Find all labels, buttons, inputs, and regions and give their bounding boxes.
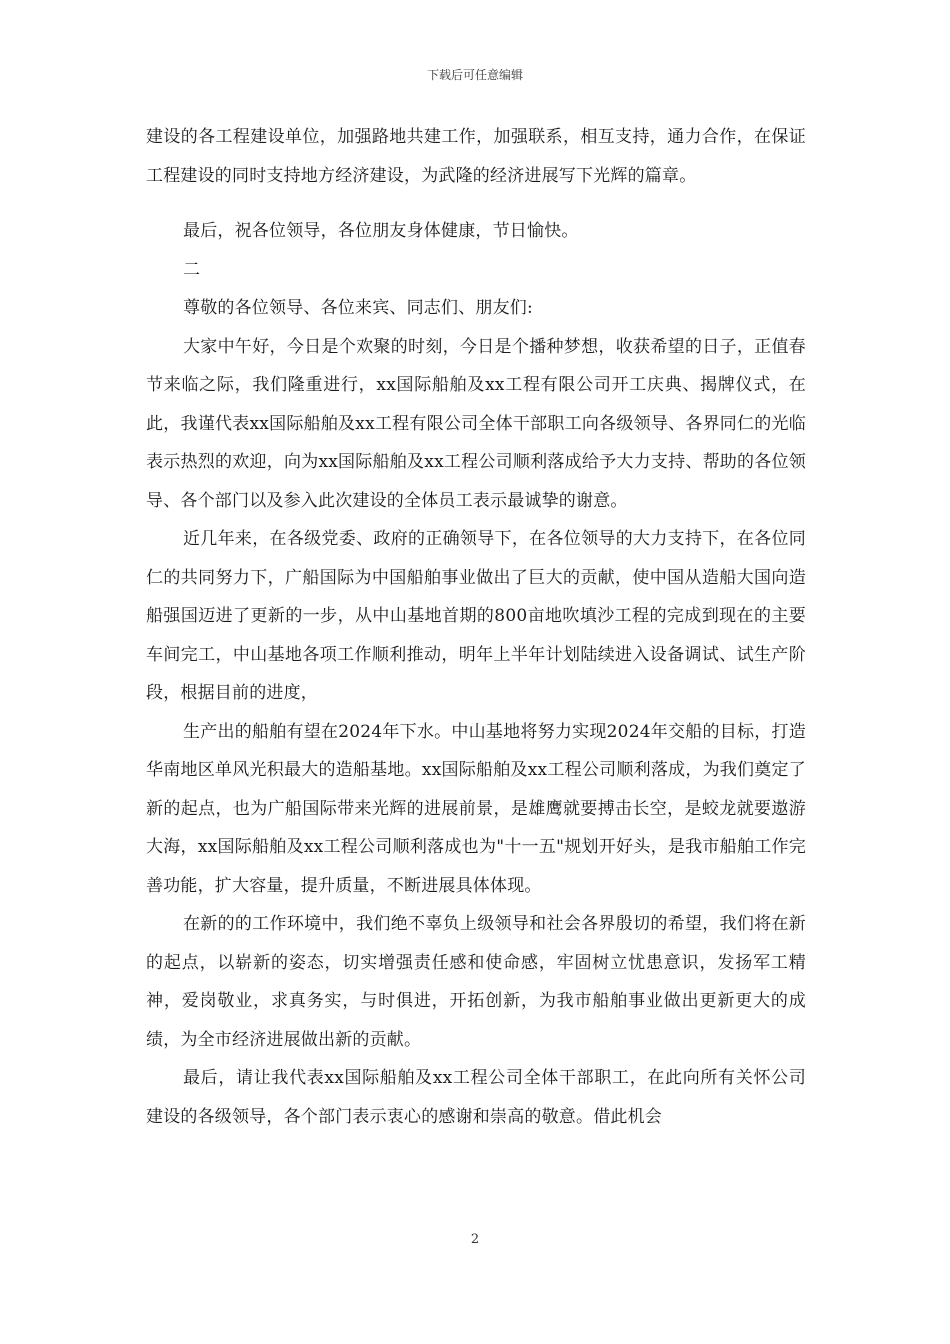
paragraph-gap <box>146 195 806 212</box>
page-header: 下载后可任意编辑 <box>426 68 523 82</box>
section-number: 二 <box>183 259 201 280</box>
paragraph-commitment: 在新的的工作环境中，我们绝不辜负上级领导和社会各界殷切的希望，我们将在新的起点，以崭新的姿态，切实增强责任感和使命感，牢固树立忧患意识，发扬军工精神，爱岗敬业，求真务实，与时俱进，开拓创新，为我市船舶事业做出更新更大的成绩，为全市经济进展做出新的贡献。 <box>146 914 806 1050</box>
paragraph-greeting: 大家中午好，今日是个欢聚的时刻，今日是个播种梦想，收获希望的日子，正值春节来临之际，我们隆重进行，xx国际船舶及xx工程有限公司开工庆典、揭牌仪式，在此，我谨代表xx国际船舶及xx工程有限公司全体干部职工向各级领导、各界同仁的光临表示热烈的欢迎，向为xx国际船舶及xx工程公司顺利落成给予大力支持、帮助的各位领导、各个部门以及参入此次建设的全体员工表示最诚挚的谢意。 <box>146 336 806 511</box>
document-body <box>146 118 806 1136</box>
salutation: 尊敬的各位领导、各位来宾、同志们、朋友们: <box>183 298 533 318</box>
paragraph-achievements: 近几年来，在各级党委、政府的正确领导下，在各位领导的大力支持下，在各位同仁的共同努力下，广船国际为中国船舶事业做出了巨大的贡献，使中国从造船大国向造船强国迈进了更新的一步，从中山基地首期的800亩地吹填沙工程的完成到现在的主要车间完工，中山基地各项工作顺利推动，明年上半年计划陆续进入设备调试、试生产阶段，根据目前的进度， <box>146 529 806 703</box>
paragraph-thanks: 最后，请让我代表xx国际船舶及xx工程公司全体干部职工，在此向所有关怀公司建设的各级领导，各个部门表示衷心的感谢和崇高的敬意。借此机会 <box>146 1068 806 1127</box>
paragraph-continuation: 建设的各工程建设单位，加强路地共建工作，加强联系，相互支持，通力合作，在保证工程建设的同时支持地方经济建设，为武隆的经济进展写下光辉的篇章。 <box>146 127 806 186</box>
paragraph-launch: 生产出的船舶有望在2024年下水。中山基地将努力实现2024年交船的目标，打造华南地区单风光积最大的造船基地。xx国际船舶及xx工程公司顺利落成，为我们奠定了新的起点，也为广船国际带来光辉的进展前景，是雄鹰就要搏击长空，是蛟龙就要遨游大海，xx国际船舶及xx工程公司顺利落成也为"十一五"规划开好头，是我市船舶工作完善功能，扩大容量，提升质量，不断进展具体体现。 <box>146 721 806 896</box>
paragraph-closing-wish: 最后，祝各位领导，各位朋友身体健康，节日愉快。 <box>183 221 579 241</box>
page-number: 2 <box>470 1232 480 1247</box>
